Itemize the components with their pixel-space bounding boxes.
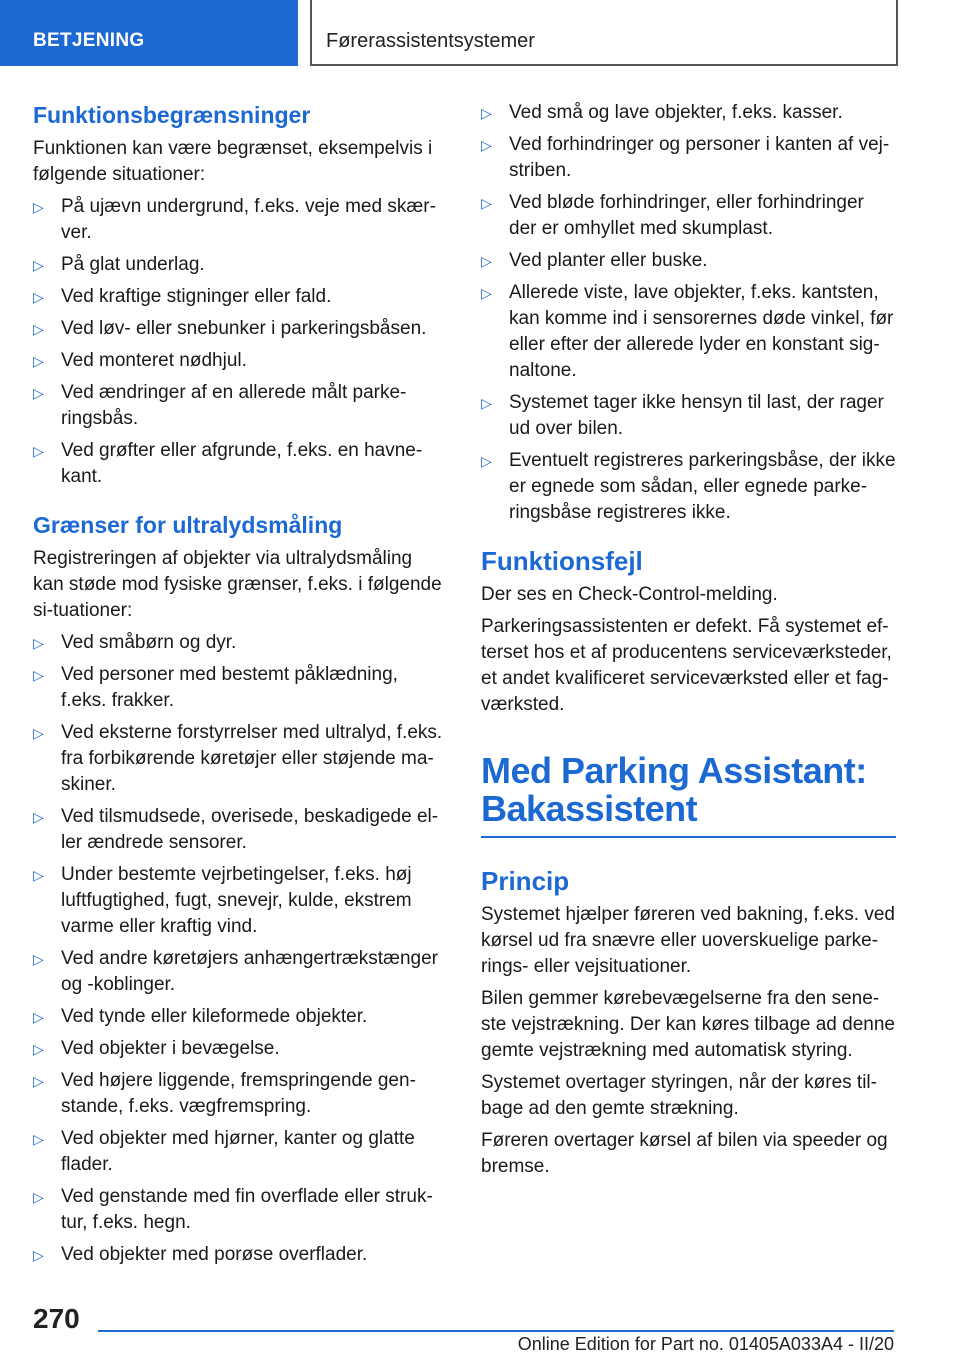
section-tab — [0, 0, 298, 66]
triangle-bullet-icon: ▷ — [33, 867, 44, 883]
malfunction-text-1: Der ses en Check-Control-melding. — [481, 584, 778, 605]
list-item-text: Ved ændringer af en allerede målt parke-ringsbås. — [61, 382, 407, 429]
list-item — [33, 1068, 448, 1120]
malfunction-text-2: Parkeringsassistenten er defekt. Få systemet ef-terset hos et af producentens serviceværksteder, et andet kvalificeret serviceværksted eller et fag-værksted. — [481, 616, 892, 715]
ultrasonic-list — [33, 630, 448, 1268]
list-item — [33, 1036, 448, 1062]
triangle-bullet-icon: ▷ — [33, 809, 44, 825]
list-item-text: Eventuelt registreres parkeringsbåse, der ikke er egnede som sådan, eller egnede parke-ringsbåse registreres ikke. — [509, 450, 896, 523]
list-item-text: Ved objekter i bevægelse. — [61, 1038, 280, 1059]
principle-text-2: Bilen gemmer kørebevægelserne fra den sene-ste vejstrækning. Der kan køres tilbage ad denne gemte vejstrækning med automatisk styring. — [481, 988, 895, 1061]
triangle-bullet-icon: ▷ — [33, 1009, 44, 1025]
triangle-bullet-icon: ▷ — [481, 253, 492, 269]
list-item — [33, 1242, 448, 1268]
ultrasonic-list-continued — [481, 100, 896, 526]
list-item-text: Ved personer med bestemt påklædning, f.eks. frakker. — [61, 664, 398, 711]
triangle-bullet-icon: ▷ — [33, 635, 44, 651]
list-item — [33, 1004, 448, 1030]
triangle-bullet-icon: ▷ — [33, 667, 44, 683]
triangle-bullet-icon: ▷ — [33, 353, 44, 369]
list-item-text: Ved objekter med hjørner, kanter og glatte flader. — [61, 1128, 415, 1175]
list-item-text: Systemet tager ikke hensyn til last, der rager ud over bilen. — [509, 392, 884, 439]
principle-text-1: Systemet hjælper føreren ved bakning, f.eks. ved kørsel ud fra snævre eller uoverskuelige parke-rings- eller vejsituationer. — [481, 904, 895, 977]
footer-divider — [98, 1330, 894, 1332]
chapter-label: Førerassistentsystemer — [326, 30, 535, 52]
list-item — [481, 190, 896, 242]
triangle-bullet-icon: ▷ — [33, 1189, 44, 1205]
list-item-text: Ved eksterne forstyrrelser med ultralyd, f.eks. fra forbikørende køretøjer eller støjende ma-skiner. — [61, 722, 443, 795]
list-item — [33, 804, 448, 856]
list-item-text: Ved planter eller buske. — [509, 250, 708, 271]
list-item-text: Ved objekter med porøse overflader. — [61, 1244, 368, 1265]
list-item-text: Ved grøfter eller afgrunde, f.eks. en havne-kant. — [61, 440, 423, 487]
right-column — [481, 100, 896, 1186]
list-item-text: Ved monteret nødhjul. — [61, 350, 247, 371]
limits-intro: Funktionen kan være begrænset, eksempelvis i følgende situationer: — [33, 138, 433, 185]
list-item — [481, 100, 896, 126]
ultrasonic-intro: Registreringen af objekter via ultralydsmåling kan støde mod fysiske grænser, f.eks. i følgende si-tuationer: — [33, 548, 442, 621]
list-item — [33, 946, 448, 998]
list-item-text: Ved småbørn og dyr. — [61, 632, 237, 653]
list-item-text: Ved løv- eller snebunker i parkeringsbåsen. — [61, 318, 427, 339]
triangle-bullet-icon: ▷ — [33, 1131, 44, 1147]
triangle-bullet-icon: ▷ — [481, 105, 492, 121]
left-column — [33, 100, 448, 1274]
list-item-text: På ujævn undergrund, f.eks. veje med skær-ver. — [61, 196, 436, 243]
list-item-text: Ved genstande med fin overflade eller struk-tur, f.eks. hegn. — [61, 1186, 433, 1233]
list-item-text: Ved kraftige stigninger eller fald. — [61, 286, 332, 307]
page-header — [0, 0, 960, 66]
triangle-bullet-icon: ▷ — [33, 1073, 44, 1089]
list-item — [481, 280, 896, 384]
list-item — [33, 1126, 448, 1178]
heading-function-limits: Funktionsbegrænsninger — [33, 102, 311, 128]
chapter-box — [310, 0, 898, 66]
triangle-bullet-icon: ▷ — [33, 257, 44, 273]
triangle-bullet-icon: ▷ — [481, 453, 492, 469]
triangle-bullet-icon: ▷ — [481, 285, 492, 301]
heading-parking-assistant: Med Parking Assistant: Bakassistent — [481, 752, 896, 838]
triangle-bullet-icon: ▷ — [33, 199, 44, 215]
triangle-bullet-icon: ▷ — [33, 385, 44, 401]
list-item — [33, 720, 448, 798]
section-label: BETJENING — [33, 30, 145, 51]
list-item — [481, 390, 896, 442]
list-item-text: Ved andre køretøjers anhængertrækstænger og -koblinger. — [61, 948, 439, 995]
list-item-text: Ved tilsmudsede, overisede, beskadigede el-ler ændrede sensorer. — [61, 806, 439, 853]
edition-note: Online Edition for Part no. 01405A033A4 - II/20 — [517, 1334, 894, 1354]
list-item — [481, 132, 896, 184]
list-item — [481, 248, 896, 274]
list-item — [33, 194, 448, 246]
list-item-text: Ved bløde forhindringer, eller forhindringer der er omhyllet med skumplast. — [509, 192, 864, 239]
list-item-text: Ved tynde eller kileformede objekter. — [61, 1006, 368, 1027]
triangle-bullet-icon: ▷ — [33, 1247, 44, 1263]
list-item — [33, 284, 448, 310]
list-item-text: Ved forhindringer og personer i kanten af vej-striben. — [509, 134, 890, 181]
list-item — [33, 316, 448, 342]
list-item — [33, 662, 448, 714]
list-item — [481, 448, 896, 526]
list-item-text: Ved små og lave objekter, f.eks. kasser. — [509, 102, 843, 123]
list-item — [33, 348, 448, 374]
triangle-bullet-icon: ▷ — [33, 951, 44, 967]
list-item — [33, 438, 448, 490]
triangle-bullet-icon: ▷ — [33, 289, 44, 305]
list-item — [33, 380, 448, 432]
list-item-text: Allerede viste, lave objekter, f.eks. kantsten, kan komme ind i sensorernes døde vinkel, før eller efter der allerede lyder en konstant sig-naltone. — [509, 282, 894, 381]
list-item-text: På glat underlag. — [61, 254, 205, 275]
list-item — [33, 630, 448, 656]
list-item — [33, 1184, 448, 1236]
list-item — [33, 252, 448, 278]
triangle-bullet-icon: ▷ — [481, 195, 492, 211]
principle-text-4: Føreren overtager kørsel af bilen via speeder og bremse. — [481, 1130, 888, 1177]
triangle-bullet-icon: ▷ — [33, 1041, 44, 1057]
heading-principle: Princip — [481, 866, 570, 896]
triangle-bullet-icon: ▷ — [33, 725, 44, 741]
triangle-bullet-icon: ▷ — [33, 443, 44, 459]
list-item — [33, 862, 448, 940]
page-number: 270 — [33, 1303, 80, 1334]
limits-list — [33, 194, 448, 490]
list-item-text: Under bestemte vejrbetingelser, f.eks. høj luftfugtighed, fugt, snevejr, kulde, ekstrem varme eller kraftig vind. — [61, 864, 412, 937]
heading-malfunction: Funktionsfejl — [481, 546, 643, 576]
triangle-bullet-icon: ▷ — [481, 137, 492, 153]
triangle-bullet-icon: ▷ — [481, 395, 492, 411]
list-item-text: Ved højere liggende, fremspringende gen-stande, f.eks. vægfremspring. — [61, 1070, 416, 1117]
heading-ultrasonic-limits: Grænser for ultralydsmåling — [33, 512, 343, 538]
triangle-bullet-icon: ▷ — [33, 321, 44, 337]
principle-text-3: Systemet overtager styringen, når der køres til-bage ad den gemte strækning. — [481, 1072, 877, 1119]
